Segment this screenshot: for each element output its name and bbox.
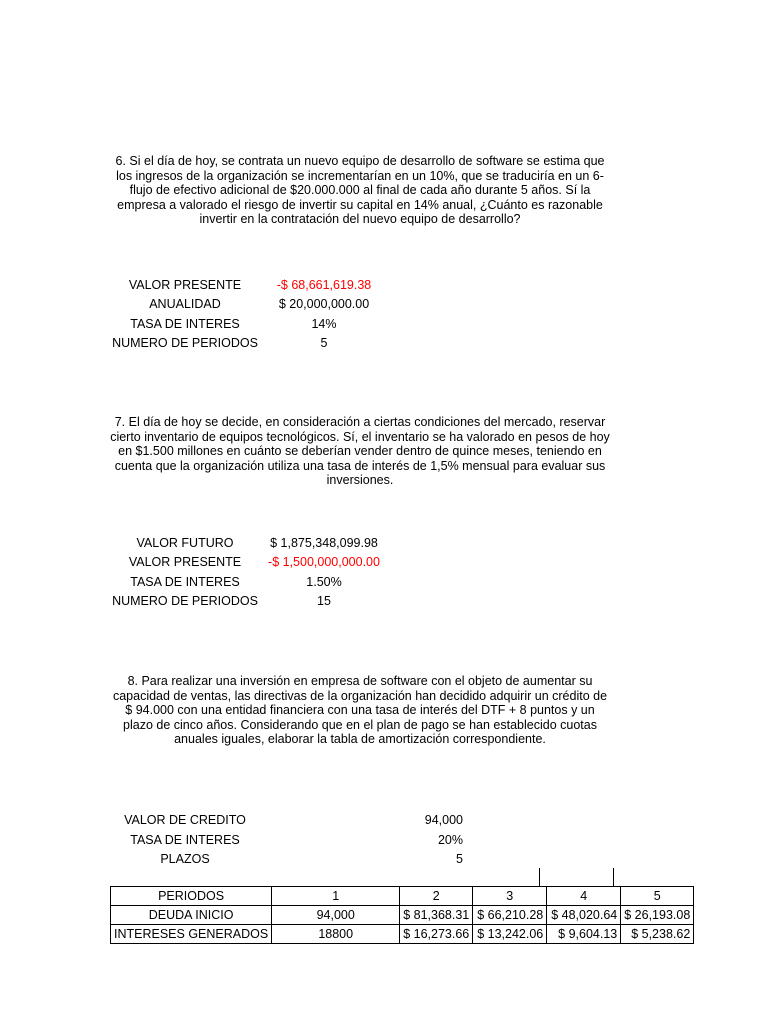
question-7-text: 7. El día de hoy se decide, en consideración a ciertas condiciones del mercado, reservar cierto inventario de equipos tecnológicos. Sí, el inventario se ha valorado en pesos de hoy en $1.500 millones en cuánto se deberían vender dentro de quince meses, teniendo en cuenta que la organización utiliza una tasa de interés de 1,5% mensual para evaluar sus inversiones. (110, 415, 610, 488)
table-header-cell: 4 (547, 887, 621, 906)
table-cell: $ 26,193.08 (621, 906, 694, 925)
q8-value-plazos: 5 (456, 852, 463, 866)
q7-value-tasa: 1.50% (306, 575, 342, 589)
table-header-cell: 3 (473, 887, 547, 906)
q8-value-tasa: 20% (437, 833, 463, 847)
table-cell: 18800 (272, 925, 400, 944)
q6-label-tasa: TASA DE INTERES (130, 317, 240, 331)
table-cell: $ 66,210.28 (473, 906, 547, 925)
question-6-text: 6. Si el día de hoy, se contrata un nuevo equipo de desarrollo de software se estima que los ingresos de la organización se incrementarían en un 10%, que se traduciría en un 6-flujo de efectivo adicional de $20.000.000 al final de cada año durante 5 años. Sí la empresa a valorado el riesgo de invertir su capital en 14% anual, ¿Cuánto es razonable invertir en la contratación del nuevo equipo de desarrollo? (115, 154, 605, 227)
q6-value-valor-presente: -$ 68,661,619.38 (276, 278, 372, 292)
table-header-cell: 1 (272, 887, 400, 906)
table-cell: 94,000 (272, 906, 400, 925)
q7-value-valor-presente: -$ 1,500,000,000.00 (268, 555, 380, 569)
table-cell: $ 13,242.06 (473, 925, 547, 944)
table-cell: $ 9,604.13 (547, 925, 621, 944)
q6-value-periodos: 5 (320, 336, 328, 350)
table-row-label: DEUDA INICIO (111, 906, 272, 925)
q7-label-tasa: TASA DE INTERES (130, 575, 240, 589)
table-cell: $ 81,368.31 (400, 906, 473, 925)
q6-value-tasa: 14% (311, 317, 337, 331)
q6-label-anualidad: ANUALIDAD (149, 297, 221, 311)
amortization-table (110, 886, 694, 944)
q7-value-periodos: 15 (317, 594, 331, 608)
q7-label-valor-futuro: VALOR FUTURO (136, 536, 234, 550)
q8-value-valor-credito: 94,000 (424, 813, 463, 827)
table-header-row (111, 887, 694, 906)
q7-label-valor-presente: VALOR PRESENTE (128, 555, 242, 569)
table-cell: $ 5,238.62 (621, 925, 694, 944)
cell-border-line (539, 868, 540, 886)
q6-label-valor-presente: VALOR PRESENTE (128, 278, 242, 292)
table-row (111, 906, 694, 925)
table-cell: $ 48,020.64 (547, 906, 621, 925)
q7-label-periodos: NUMERO DE PERIODOS (112, 594, 258, 608)
table-header-cell: 5 (621, 887, 694, 906)
table-cell: $ 16,273.66 (400, 925, 473, 944)
q6-value-anualidad: $ 20,000,000.00 (278, 297, 370, 311)
table-row (111, 925, 694, 944)
table-row-label: INTERESES GENERADOS (111, 925, 272, 944)
cell-border-line (613, 868, 614, 886)
table-header-cell: 2 (400, 887, 473, 906)
q6-label-periodos: NUMERO DE PERIODOS (112, 336, 258, 350)
q8-label-valor-credito: VALOR DE CREDITO (124, 813, 246, 827)
q8-label-plazos: PLAZOS (160, 852, 210, 866)
table-header-cell: PERIODOS (111, 887, 272, 906)
q8-label-tasa: TASA DE INTERES (130, 833, 240, 847)
question-8-text: 8. Para realizar una inversión en empresa de software con el objeto de aumentar su capacidad de ventas, las directivas de la organización han decidido adquirir un crédito de $ 94.000 con una entidad financiera con una tasa de interés del DTF + 8 puntos y un plazo de cinco años. Considerando que en el plan de pago se han establecido cuotas anuales iguales, elaborar la tabla de amortización correspondiente. (112, 674, 608, 747)
q7-value-valor-futuro: $ 1,875,348,099.98 (270, 536, 378, 550)
